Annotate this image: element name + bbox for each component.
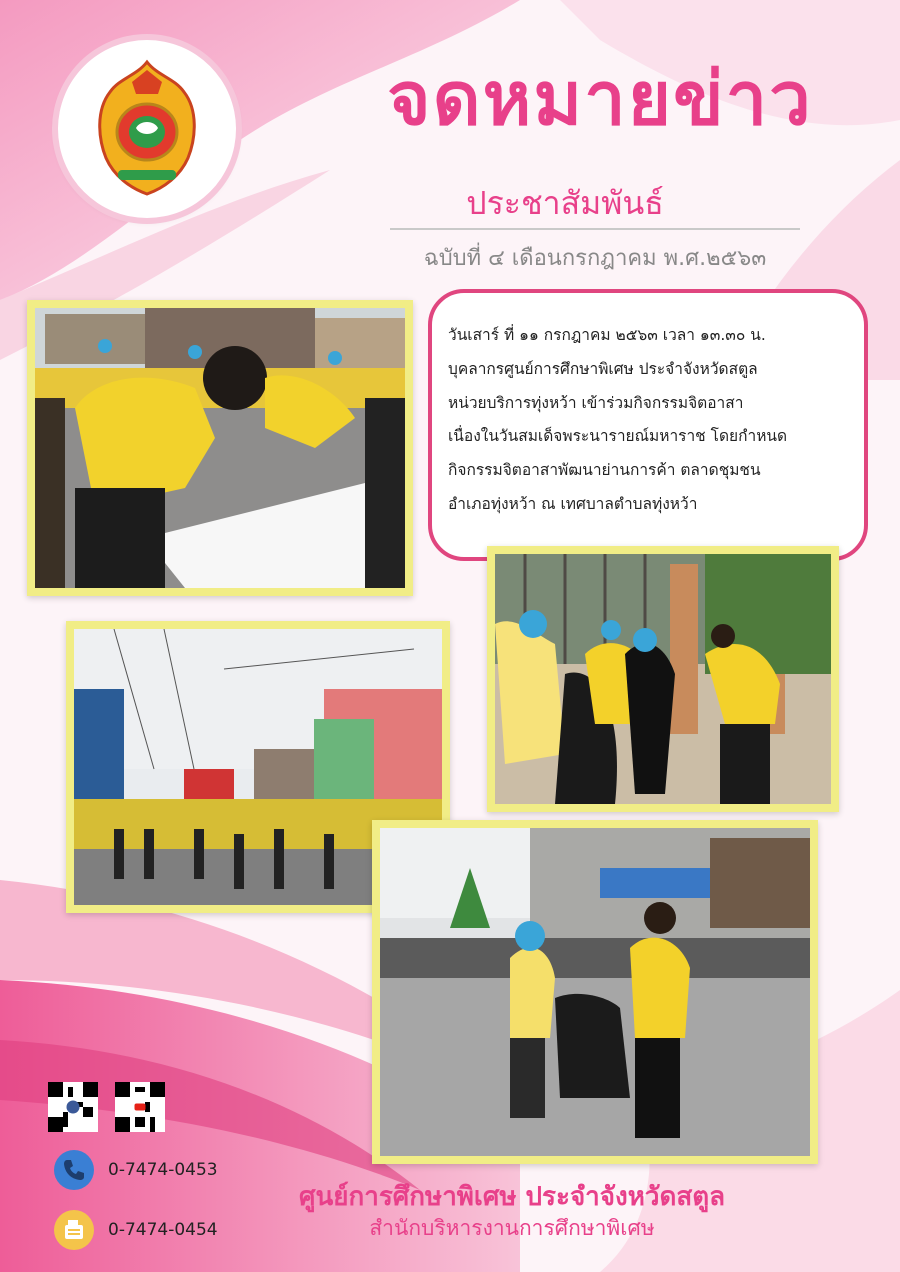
divider [390, 228, 800, 230]
issue-line: ฉบับที่ ๔ เดือนกรกฎาคม พ.ศ.๒๕๖๓ [423, 246, 767, 271]
logo [58, 40, 236, 218]
news-line: หน่วยบริการทุ่งหว้า เข้าร่วมกิจกรรมจิตอาสา [448, 393, 744, 412]
fax-number: 0-7474-0454 [108, 1220, 218, 1240]
news-line: กิจกรรมจิตอาสาพัฒนาย่านการค้า ตลาดชุมชน [448, 461, 761, 480]
newsletter-subtitle: ประชาสัมพันธ์ [466, 184, 664, 222]
newsletter-title: จดหมายข่าว [387, 56, 813, 142]
phone-icon [54, 1150, 94, 1190]
phone-number: 0-7474-0453 [108, 1160, 218, 1180]
logo-emblem [88, 58, 206, 198]
news-line: วันเสาร์ ที่ ๑๑ กรกฎาคม ๒๕๖๓ เวลา ๑๓.๓๐ น. [448, 326, 766, 344]
news-line: บุคลากรศูนย์การศึกษาพิเศษ ประจำจังหวัดสตูล [448, 359, 758, 378]
organization-name: ศูนย์การศึกษาพิเศษ ประจำจังหวัดสตูล [298, 1182, 726, 1212]
qr-facebook-icon[interactable] [48, 1082, 98, 1132]
photo-signing [27, 300, 413, 596]
photo-collecting-trash [487, 546, 839, 812]
photo-holding-bag [372, 820, 818, 1164]
fax-icon [54, 1210, 94, 1250]
qr-youtube-icon[interactable] [115, 1082, 165, 1132]
news-line: เนื่องในวันสมเด็จพระนารายณ์มหาราช โดยกำหนด [448, 427, 788, 446]
news-box [428, 289, 868, 561]
department-name: สำนักบริหารงานการศึกษาพิเศษ [369, 1216, 655, 1240]
news-line: อำเภอทุ่งหว้า ณ เทศบาลตำบลทุ่งหว้า [448, 494, 698, 513]
